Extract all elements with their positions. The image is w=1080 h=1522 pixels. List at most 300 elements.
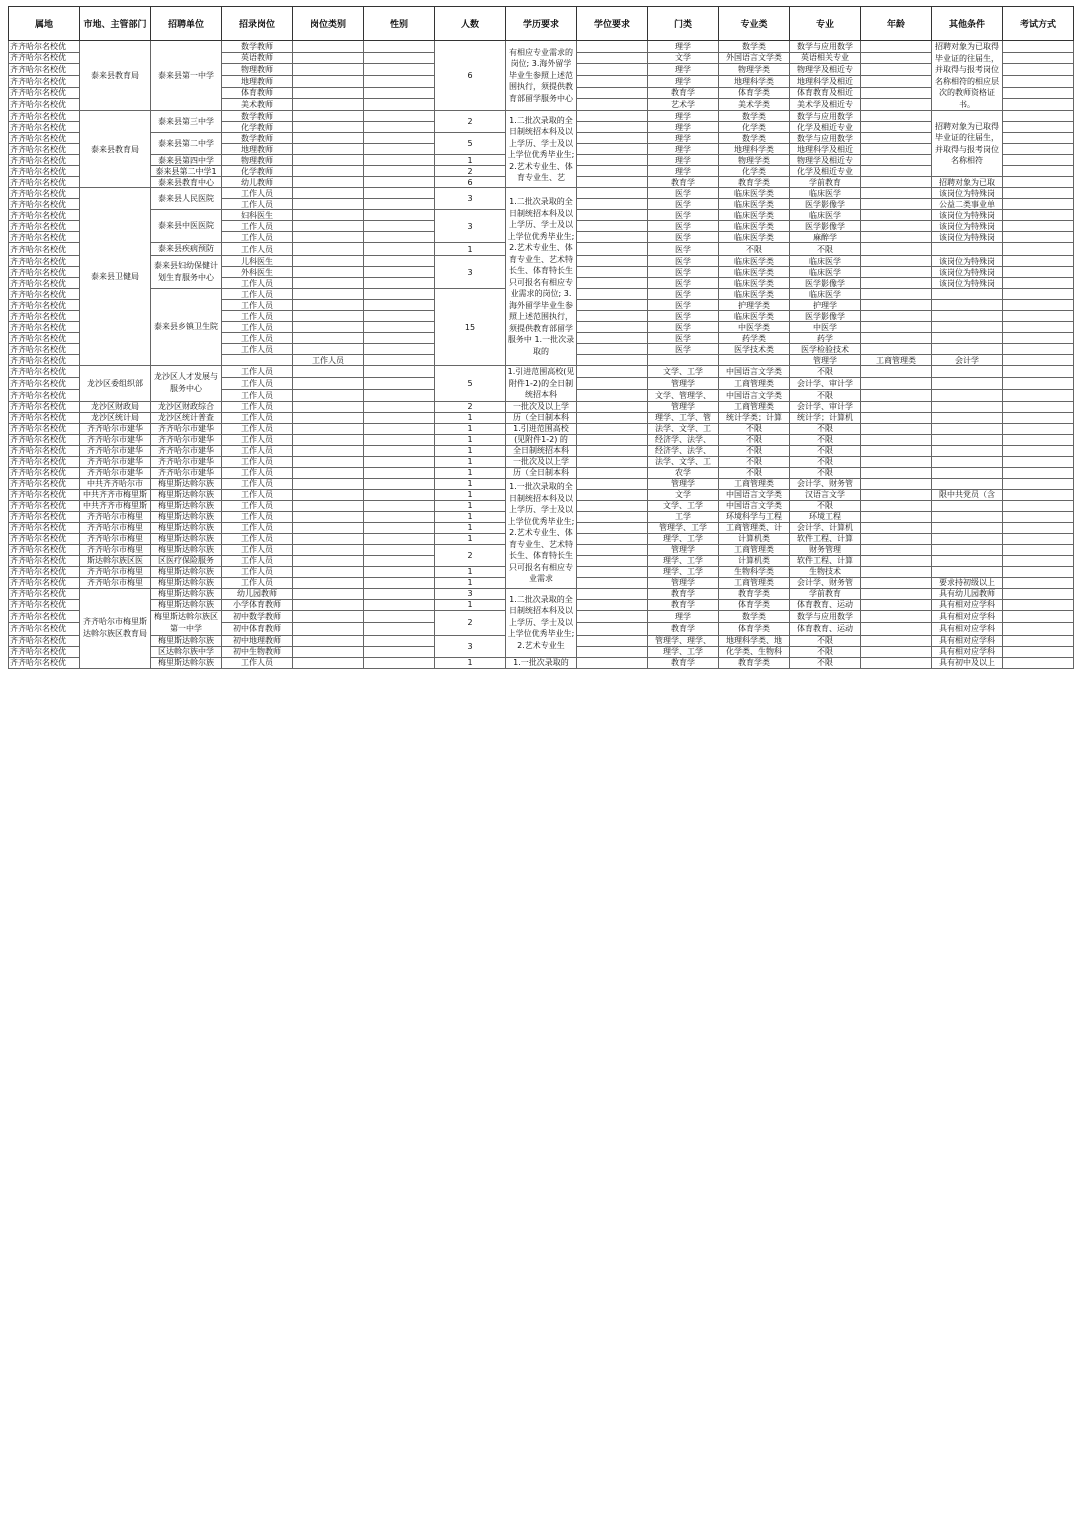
table-cell: 齐齐哈尔名校优 xyxy=(9,657,80,668)
table-cell: 工作人员 xyxy=(222,401,293,412)
table-cell: 工作人员 xyxy=(222,467,293,478)
table-row xyxy=(9,423,1074,434)
table-cell: 临床医学类 xyxy=(719,311,790,322)
table-cell: 中共齐齐市梅里斯 xyxy=(80,489,151,500)
table-cell: 会计学、财务管 xyxy=(790,478,861,489)
table-cell: 工作人员 xyxy=(222,278,293,289)
table-cell xyxy=(293,544,364,555)
table-cell: 齐齐哈尔名校优 xyxy=(9,478,80,489)
table-cell xyxy=(932,566,1003,577)
table-row xyxy=(9,434,1074,445)
table-cell: 数学类 xyxy=(719,133,790,144)
table-row xyxy=(9,657,1074,668)
table-cell: 地理教师 xyxy=(222,144,293,155)
table-cell xyxy=(932,544,1003,555)
table-cell: 1 xyxy=(435,456,506,467)
table-cell xyxy=(932,467,1003,478)
table-cell: 1 xyxy=(435,434,506,445)
table-cell: 齐齐哈尔名校优 xyxy=(9,133,80,144)
table-cell: 1 xyxy=(435,577,506,588)
table-cell: 体育教育及相近 xyxy=(790,87,861,99)
table-cell: 工作人员 xyxy=(222,533,293,544)
table-cell xyxy=(1003,635,1074,646)
table-cell: 生物科学类 xyxy=(719,566,790,577)
table-cell: 齐齐哈尔名校优 xyxy=(9,434,80,445)
table-cell: 外国语言文学类 xyxy=(719,52,790,64)
table-cell xyxy=(861,278,932,289)
table-cell xyxy=(364,456,435,467)
table-cell xyxy=(861,610,932,623)
table-cell: 化学教师 xyxy=(222,166,293,177)
table-cell xyxy=(1003,377,1074,389)
table-cell xyxy=(364,657,435,668)
table-cell: 齐齐哈尔名校优 xyxy=(9,333,80,344)
table-cell: 不限 xyxy=(790,635,861,646)
table-cell: 小学体育教师 xyxy=(222,599,293,610)
table-cell xyxy=(932,456,1003,467)
table-cell xyxy=(861,544,932,555)
table-cell: 齐齐哈尔名校优 xyxy=(9,599,80,610)
table-cell: 工作人员 xyxy=(222,232,293,243)
table-cell: 6 xyxy=(435,41,506,111)
table-cell xyxy=(293,646,364,657)
table-cell: 梅里斯达斡尔族 xyxy=(151,566,222,577)
table-cell: 工作人员 xyxy=(222,243,293,256)
table-cell: 工作人员 xyxy=(222,544,293,555)
table-cell: 齐齐哈尔市建华 xyxy=(80,456,151,467)
table-cell: 3 xyxy=(435,188,506,210)
table-cell xyxy=(861,577,932,588)
table-cell: 临床医学类 xyxy=(719,267,790,278)
table-cell: 统计学；计算机 xyxy=(790,412,861,423)
table-cell xyxy=(1003,355,1074,366)
table-cell: 梅里斯达斡尔族 xyxy=(151,489,222,500)
table-cell: 泰来县第一中学 xyxy=(151,41,222,111)
table-cell: 齐齐哈尔市建华 xyxy=(151,434,222,445)
table-cell xyxy=(364,322,435,333)
table-cell: 不限 xyxy=(719,456,790,467)
table-cell xyxy=(577,412,648,423)
table-cell: 1 xyxy=(435,489,506,500)
table-cell: 艺术学 xyxy=(648,99,719,111)
table-cell xyxy=(577,122,648,133)
table-cell: 工作人员 xyxy=(222,445,293,456)
table-cell: 一批次及以上学 xyxy=(506,401,577,412)
table-cell xyxy=(1003,99,1074,111)
table-cell: 齐齐哈尔名校优 xyxy=(9,144,80,155)
table-cell xyxy=(577,657,648,668)
table-cell xyxy=(364,232,435,243)
table-cell xyxy=(293,232,364,243)
table-cell: 临床医学类 xyxy=(719,188,790,199)
table-cell xyxy=(364,64,435,76)
table-cell xyxy=(364,544,435,555)
table-cell xyxy=(577,256,648,267)
table-cell: 齐齐哈尔市建华 xyxy=(80,467,151,478)
table-cell: 工作人员 xyxy=(222,423,293,434)
table-cell: 体育学类 xyxy=(719,599,790,610)
table-cell: 限中共党员（含 xyxy=(932,489,1003,500)
table-cell: 要求持初级以上 xyxy=(932,577,1003,588)
table-cell: 不限 xyxy=(719,243,790,256)
table-cell: 理学 xyxy=(648,75,719,87)
table-cell xyxy=(932,412,1003,423)
table-cell: 地理科学类、地 xyxy=(719,635,790,646)
table-cell: 齐齐哈尔名校优 xyxy=(9,544,80,555)
table-cell: 理学 xyxy=(648,64,719,76)
table-cell: 工作人员 xyxy=(222,300,293,311)
table-cell: 不限 xyxy=(790,445,861,456)
table-cell: 医学技术类 xyxy=(719,344,790,355)
table-cell: 美术学及相近专 xyxy=(790,99,861,111)
table-cell xyxy=(364,243,435,256)
table-cell: 工学 xyxy=(648,511,719,522)
table-cell xyxy=(364,122,435,133)
table-cell: 具有相对应学科 xyxy=(932,646,1003,657)
table-cell xyxy=(364,577,435,588)
table-cell xyxy=(364,87,435,99)
table-cell: 齐齐哈尔名校优 xyxy=(9,355,80,366)
table-cell: 体育教师 xyxy=(222,87,293,99)
table-cell: 数学教师 xyxy=(222,133,293,144)
table-cell: 3 xyxy=(435,635,506,657)
table-cell xyxy=(1003,566,1074,577)
table-cell: 不限 xyxy=(719,467,790,478)
table-cell: 环境科学与工程 xyxy=(719,511,790,522)
table-cell xyxy=(577,232,648,243)
table-cell xyxy=(364,511,435,522)
table-cell: 齐齐哈尔名校优 xyxy=(9,646,80,657)
table-cell: 梅里斯达斡尔族 xyxy=(151,588,222,599)
table-cell: 医学影像学 xyxy=(790,278,861,289)
table-cell: 梅里斯达斡尔族 xyxy=(151,478,222,489)
table-cell: 1 xyxy=(435,445,506,456)
table-row xyxy=(9,456,1074,467)
table-cell: 齐齐哈尔市梅里 xyxy=(80,566,151,577)
table-cell xyxy=(577,243,648,256)
table-cell xyxy=(293,456,364,467)
table-cell: 6 xyxy=(435,177,506,188)
table-cell: 1 xyxy=(435,599,506,610)
table-cell: 齐齐哈尔名校优 xyxy=(9,64,80,76)
table-cell: 初中地理教师 xyxy=(222,635,293,646)
table-cell xyxy=(293,64,364,76)
table-cell xyxy=(293,221,364,232)
table-cell xyxy=(293,577,364,588)
table-cell: 工作人员 xyxy=(222,478,293,489)
table-cell xyxy=(364,267,435,278)
table-cell xyxy=(364,41,435,53)
table-cell: 数学教师 xyxy=(222,41,293,53)
table-cell: 齐齐哈尔名校优 xyxy=(9,122,80,133)
table-cell: 1 xyxy=(435,412,506,423)
table-cell xyxy=(1003,166,1074,177)
table-cell: 医学 xyxy=(648,278,719,289)
table-cell: 会计学、审计学 xyxy=(790,377,861,389)
table-cell xyxy=(577,355,648,366)
table-cell xyxy=(293,289,364,300)
table-cell xyxy=(293,377,364,389)
table-cell xyxy=(577,177,648,188)
table-cell xyxy=(293,144,364,155)
table-cell xyxy=(364,344,435,355)
table-cell xyxy=(293,610,364,623)
table-cell xyxy=(1003,144,1074,155)
table-cell xyxy=(1003,188,1074,199)
table-cell xyxy=(577,133,648,144)
table-cell: 工作人员 xyxy=(222,333,293,344)
table-cell: 齐齐哈尔名校优 xyxy=(9,533,80,544)
table-cell: 中医学 xyxy=(790,322,861,333)
table-cell: 梅里斯达斡尔族 xyxy=(151,544,222,555)
table-cell xyxy=(293,555,364,566)
table-cell: 数学类 xyxy=(719,111,790,122)
column-header: 考试方式 xyxy=(1003,7,1074,41)
table-cell: 中国语言文学类 xyxy=(719,389,790,401)
table-cell: 妇科医生 xyxy=(222,210,293,221)
table-cell: 齐齐哈尔市建华 xyxy=(80,445,151,456)
table-cell xyxy=(577,500,648,511)
table-cell xyxy=(364,256,435,267)
table-row xyxy=(9,588,1074,599)
table-cell: 医学 xyxy=(648,221,719,232)
table-cell: 英语相关专业 xyxy=(790,52,861,64)
recruitment-table xyxy=(8,6,1074,669)
table-cell: 泰来县第三中学 xyxy=(151,111,222,133)
table-cell xyxy=(932,300,1003,311)
table-cell xyxy=(577,511,648,522)
table-cell xyxy=(577,300,648,311)
table-cell xyxy=(861,522,932,533)
table-cell: 齐齐哈尔名校优 xyxy=(9,210,80,221)
table-cell: 数学教师 xyxy=(222,111,293,122)
table-cell xyxy=(861,445,932,456)
table-cell: 教育学 xyxy=(648,87,719,99)
table-cell: 文学、管理学、 xyxy=(648,389,719,401)
table-cell xyxy=(364,646,435,657)
table-cell: 不限 xyxy=(790,467,861,478)
table-cell xyxy=(1003,289,1074,300)
table-cell xyxy=(1003,467,1074,478)
table-cell: 齐齐哈尔名校优 xyxy=(9,267,80,278)
table-cell xyxy=(932,243,1003,256)
table-cell: 工作人员 xyxy=(222,389,293,401)
table-cell: 1 xyxy=(435,155,506,166)
table-cell xyxy=(364,52,435,64)
table-cell xyxy=(364,500,435,511)
table-cell xyxy=(932,333,1003,344)
table-cell xyxy=(1003,577,1074,588)
table-cell: 经济学、法学、 xyxy=(648,445,719,456)
table-row xyxy=(9,111,1074,122)
table-cell xyxy=(1003,456,1074,467)
table-cell: 中国语言文学类 xyxy=(719,489,790,500)
table-cell: 会计学 xyxy=(932,355,1003,366)
table-cell: 麻醉学 xyxy=(790,232,861,243)
table-cell xyxy=(577,377,648,389)
table-cell xyxy=(1003,267,1074,278)
table-cell xyxy=(293,133,364,144)
table-cell: 齐齐哈尔名校优 xyxy=(9,412,80,423)
table-cell: 齐齐哈尔名校优 xyxy=(9,311,80,322)
table-cell xyxy=(364,75,435,87)
table-cell: 泰来县人民医院 xyxy=(151,188,222,210)
table-cell: 齐齐哈尔名校优 xyxy=(9,401,80,412)
table-cell: 不限 xyxy=(790,500,861,511)
table-cell: 齐齐哈尔名校优 xyxy=(9,41,80,53)
table-cell: 会计学、财务管 xyxy=(790,577,861,588)
table-cell: 经济学、法学、 xyxy=(648,434,719,445)
table-cell: 化学教师 xyxy=(222,122,293,133)
table-cell: 中国语言文学类 xyxy=(719,500,790,511)
table-cell: 临床医学 xyxy=(790,256,861,267)
table-cell xyxy=(364,177,435,188)
table-cell: 齐齐哈尔市梅里 xyxy=(80,544,151,555)
table-cell xyxy=(1003,511,1074,522)
table-cell: 泰来县第二中学1 xyxy=(151,166,222,177)
table-cell: 齐齐哈尔名校优 xyxy=(9,423,80,434)
table-cell: 不限 xyxy=(790,646,861,657)
table-cell xyxy=(932,322,1003,333)
table-cell: 齐齐哈尔名校优 xyxy=(9,577,80,588)
table-cell: 齐齐哈尔名校优 xyxy=(9,610,80,623)
table-cell: 儿科医生 xyxy=(222,256,293,267)
table-cell xyxy=(1003,500,1074,511)
table-cell xyxy=(1003,610,1074,623)
table-cell: 管理学 xyxy=(790,355,861,366)
table-cell: 齐齐哈尔市梅里 xyxy=(80,577,151,588)
table-cell: 2 xyxy=(435,544,506,566)
table-cell xyxy=(364,412,435,423)
table-cell: 龙沙区财政综合 xyxy=(151,401,222,412)
table-cell xyxy=(861,144,932,155)
table-cell: 3 xyxy=(435,588,506,599)
table-cell xyxy=(364,289,435,300)
table-cell: 化学类 xyxy=(719,122,790,133)
table-cell: 齐齐哈尔名校优 xyxy=(9,467,80,478)
table-cell: 1.二批次录取的全日制统招本科及以上学历、学士及以上学位优秀毕业生; 2.艺术专业生 xyxy=(506,588,577,657)
table-cell: 齐齐哈尔名校优 xyxy=(9,588,80,599)
table-cell: 齐齐哈尔名校优 xyxy=(9,256,80,267)
table-cell xyxy=(577,423,648,434)
table-cell xyxy=(861,511,932,522)
table-cell xyxy=(364,133,435,144)
table-cell: 财务管理 xyxy=(790,544,861,555)
table-cell xyxy=(1003,52,1074,64)
table-cell: 理学 xyxy=(648,111,719,122)
table-cell: 医学 xyxy=(648,267,719,278)
table-cell: 泰来县教育中心 xyxy=(151,177,222,188)
table-cell: 幼儿园教师 xyxy=(222,588,293,599)
table-cell: 体育教育、运动 xyxy=(790,599,861,610)
table-cell: 15 xyxy=(435,289,506,366)
table-cell: 一批次及以上学 xyxy=(506,456,577,467)
table-cell xyxy=(861,412,932,423)
table-cell: 工商管理类 xyxy=(719,401,790,412)
table-cell: 理学 xyxy=(648,166,719,177)
table-cell xyxy=(1003,412,1074,423)
table-cell: 医学 xyxy=(648,232,719,243)
table-cell: 梅里斯达斡尔族 xyxy=(151,657,222,668)
table-cell: 齐齐哈尔名校优 xyxy=(9,243,80,256)
table-cell: 具有幼儿园教师 xyxy=(932,588,1003,599)
table-cell xyxy=(861,489,932,500)
table-cell: 物理学及相近专 xyxy=(790,155,861,166)
table-cell: 教育学 xyxy=(648,599,719,610)
table-cell: 农学 xyxy=(648,467,719,478)
table-cell: 不限 xyxy=(790,657,861,668)
table-cell: 文学 xyxy=(648,52,719,64)
table-cell xyxy=(861,64,932,76)
table-cell xyxy=(364,555,435,566)
table-cell: 药学类 xyxy=(719,333,790,344)
table-cell: 齐齐哈尔名校优 xyxy=(9,75,80,87)
table-cell: 医学 xyxy=(648,243,719,256)
table-cell xyxy=(861,623,932,636)
table-cell: 工作人员 xyxy=(222,366,293,378)
column-header: 招聘单位 xyxy=(151,7,222,41)
table-cell: 该岗位为特殊岗 xyxy=(932,210,1003,221)
table-cell xyxy=(932,311,1003,322)
table-cell xyxy=(1003,111,1074,122)
table-cell: 齐齐哈尔名校优 xyxy=(9,445,80,456)
table-cell: 数学类 xyxy=(719,610,790,623)
table-cell xyxy=(861,289,932,300)
table-cell xyxy=(577,278,648,289)
table-cell: 医学 xyxy=(648,311,719,322)
table-cell: 工作人员 xyxy=(222,489,293,500)
table-cell xyxy=(1003,41,1074,53)
table-cell xyxy=(1003,555,1074,566)
table-cell xyxy=(861,533,932,544)
table-cell xyxy=(577,210,648,221)
table-cell xyxy=(293,511,364,522)
table-cell xyxy=(861,111,932,122)
table-cell: 理学 xyxy=(648,144,719,155)
table-cell xyxy=(364,467,435,478)
column-header: 其他条件 xyxy=(932,7,1003,41)
table-cell: 理学、工学 xyxy=(648,566,719,577)
table-cell: 1 xyxy=(435,566,506,577)
column-header: 门类 xyxy=(648,7,719,41)
table-cell xyxy=(861,256,932,267)
table-cell xyxy=(932,522,1003,533)
table-cell: 工作人员 xyxy=(222,456,293,467)
table-cell: 泰来县教育局 xyxy=(80,41,151,111)
table-cell: 医学 xyxy=(648,322,719,333)
table-cell xyxy=(293,210,364,221)
table-cell xyxy=(1003,232,1074,243)
table-cell xyxy=(577,311,648,322)
table-cell: 具有初中及以上 xyxy=(932,657,1003,668)
table-cell: 不限 xyxy=(790,389,861,401)
table-row xyxy=(9,412,1074,423)
table-cell: 泰来县中医医院 xyxy=(151,210,222,243)
table-cell: 3 xyxy=(435,210,506,243)
table-cell: 初中体育教师 xyxy=(222,623,293,636)
table-cell: 齐齐哈尔名校优 xyxy=(9,322,80,333)
table-cell: 医学影像学 xyxy=(790,199,861,210)
table-cell xyxy=(1003,75,1074,87)
table-cell: 齐齐哈尔名校优 xyxy=(9,199,80,210)
table-cell: 理学 xyxy=(648,122,719,133)
table-cell: 2 xyxy=(435,111,506,133)
table-cell xyxy=(293,533,364,544)
table-cell: 体育教育、运动 xyxy=(790,623,861,636)
table-cell: 药学 xyxy=(790,333,861,344)
table-cell: 临床医学类 xyxy=(719,289,790,300)
table-cell xyxy=(364,599,435,610)
